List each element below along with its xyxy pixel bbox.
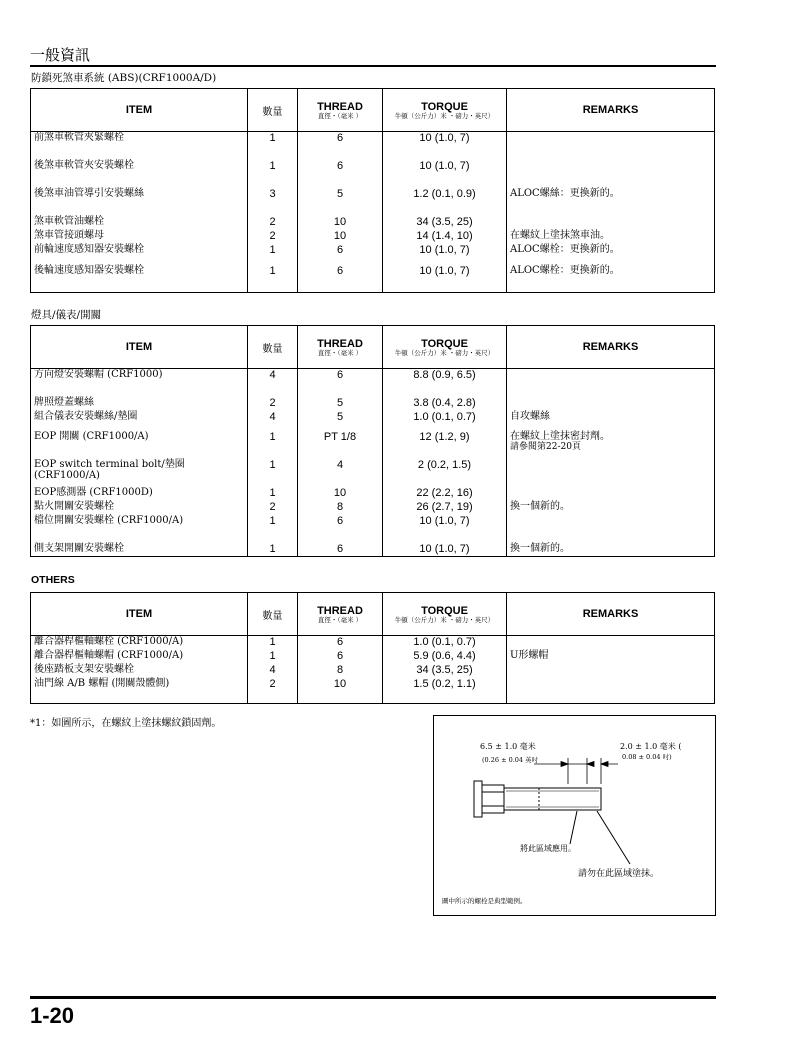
thread-cell-text: 5 bbox=[336, 396, 344, 409]
qty-cell bbox=[248, 160, 298, 188]
item-cell bbox=[31, 132, 248, 160]
qty-cell bbox=[248, 230, 298, 244]
item-cell-text: 方向燈安裝螺帽 (CRF1000) bbox=[34, 369, 163, 380]
thread-cell bbox=[298, 160, 383, 188]
qty-cell bbox=[248, 515, 298, 543]
item-cell bbox=[31, 459, 248, 487]
table-row bbox=[31, 459, 715, 487]
item-cell bbox=[31, 188, 248, 216]
qty-cell bbox=[248, 487, 298, 501]
footnote: *1：如圖所示，在螺紋上塗抹螺紋鎖固劑。 bbox=[30, 718, 222, 729]
table-row bbox=[31, 188, 715, 216]
torque-cell bbox=[383, 397, 507, 411]
torque-cell-text: 10 (1.0, 7) bbox=[419, 542, 470, 555]
footer-divider bbox=[30, 996, 716, 999]
torque-cell bbox=[383, 543, 507, 557]
torque-cell-text: 10 (1.0, 7) bbox=[419, 243, 470, 256]
qty-cell bbox=[248, 244, 298, 265]
thread-cell-text: 10 bbox=[333, 486, 347, 499]
bolt-drawing bbox=[474, 781, 601, 817]
torque-cell bbox=[383, 636, 507, 650]
remarks-cell bbox=[507, 515, 715, 543]
table-row bbox=[31, 230, 715, 244]
qty-cell bbox=[248, 459, 298, 487]
header-remarks: REMARKS bbox=[507, 326, 715, 369]
remarks-cell-text: 自攻螺絲 bbox=[510, 410, 550, 422]
item-cell-text: 檔位開關安裝螺栓 (CRF1000/A) bbox=[34, 514, 184, 526]
qty-cell bbox=[248, 397, 298, 411]
torque-cell bbox=[383, 230, 507, 244]
thread-cell-text: 4 bbox=[336, 458, 344, 471]
thread-cell-text: 6 bbox=[336, 159, 344, 172]
thread-cell bbox=[298, 487, 383, 501]
item-cell bbox=[31, 636, 248, 650]
qty-cell bbox=[248, 265, 298, 293]
thread-cell-text: 6 bbox=[336, 369, 344, 381]
header-thread: THREAD 直徑・（毫米 ） bbox=[298, 593, 383, 636]
thread-cell-text: 8 bbox=[336, 663, 344, 676]
torque-cell bbox=[383, 188, 507, 216]
qty-cell-text: 1 bbox=[269, 636, 276, 648]
header-thread: THREAD 直徑・（毫米 ） bbox=[298, 326, 383, 369]
torque-cell-text: 5.9 (0.6, 4.4) bbox=[413, 649, 476, 662]
thread-cell-text: 6 bbox=[336, 243, 344, 256]
thread-cell-text: 6 bbox=[336, 542, 344, 555]
torque-cell bbox=[383, 244, 507, 265]
torque-cell-text: 10 (1.0, 7) bbox=[419, 514, 470, 527]
remarks-cell bbox=[507, 265, 715, 293]
qty-cell-text: 1 bbox=[269, 458, 276, 471]
qty-cell bbox=[248, 188, 298, 216]
no-apply-area-label: 請勿在此區域塗抹。 bbox=[578, 869, 660, 879]
torque-cell bbox=[383, 501, 507, 515]
remarks-cell bbox=[507, 459, 715, 487]
thread-cell-text: 6 bbox=[336, 514, 344, 527]
header-torque: TORQUE 牛頓（公斤力）米 ・磅力・英尺） bbox=[383, 89, 507, 132]
torque-cell bbox=[383, 678, 507, 704]
header-divider bbox=[30, 65, 716, 67]
header-qty: 數量 bbox=[248, 593, 298, 636]
item-cell-text: 煞車軟管油螺栓 bbox=[34, 215, 104, 227]
remarks-cell-text: U形螺帽 bbox=[510, 649, 549, 661]
table-row bbox=[31, 543, 715, 557]
remarks-cell bbox=[507, 160, 715, 188]
thread-cell bbox=[298, 411, 383, 431]
torque-cell-text: 10 (1.0, 7) bbox=[419, 159, 470, 172]
remarks-cell bbox=[507, 188, 715, 216]
remarks-cell bbox=[507, 431, 715, 459]
remarks-cell bbox=[507, 244, 715, 265]
item-cell bbox=[31, 160, 248, 188]
qty-cell-text: 1 bbox=[269, 132, 276, 144]
torque-table-abs bbox=[30, 88, 715, 293]
qty-cell bbox=[248, 411, 298, 431]
item-cell bbox=[31, 678, 248, 704]
thread-cell bbox=[298, 188, 383, 216]
torque-cell bbox=[383, 650, 507, 664]
thread-cell bbox=[298, 650, 383, 664]
qty-cell-text: 1 bbox=[269, 649, 276, 662]
qty-cell-text: 4 bbox=[269, 410, 276, 423]
item-cell-text: 離合器桿樞軸螺栓 (CRF1000/A) bbox=[34, 636, 184, 647]
dimension-lines bbox=[534, 758, 618, 784]
qty-cell bbox=[248, 664, 298, 678]
leader-lines bbox=[570, 811, 630, 864]
header-torque: TORQUE 牛頓（公斤力）米 ・磅力・英尺） bbox=[383, 593, 507, 636]
torque-table-lights bbox=[30, 325, 715, 557]
header-qty: 數量 bbox=[248, 326, 298, 369]
bolt-diagram-svg bbox=[434, 716, 715, 915]
dim2-sub-text: 0.08 ± 0.04 吋) bbox=[622, 753, 672, 761]
table-row bbox=[31, 132, 715, 160]
dim1-sub-text: (0.26 ± 0.04 英吋 bbox=[482, 756, 539, 764]
item-cell-text: 離合器桿樞軸螺帽 (CRF1000/A) bbox=[34, 649, 184, 661]
item-cell-text: 後煞車油管導引安裝螺絲 bbox=[34, 187, 144, 199]
remarks-cell-text: 換一個新的。 bbox=[510, 500, 570, 512]
header-item: ITEM bbox=[31, 326, 248, 369]
torque-cell bbox=[383, 369, 507, 397]
qty-cell-text: 1 bbox=[269, 486, 276, 499]
qty-cell-text: 1 bbox=[269, 243, 276, 256]
thread-cell bbox=[298, 230, 383, 244]
table-row bbox=[31, 650, 715, 664]
thread-cell-text: 5 bbox=[336, 410, 344, 423]
qty-cell-text: 4 bbox=[269, 663, 276, 676]
item-cell-text: EOP感測器 (CRF1000D) bbox=[34, 486, 153, 498]
item-cell bbox=[31, 369, 248, 397]
table-row bbox=[31, 397, 715, 411]
torque-cell bbox=[383, 515, 507, 543]
remarks-cell-text: 在螺紋上塗抹密封劑。 bbox=[510, 430, 610, 442]
remarks-cell bbox=[507, 216, 715, 230]
item-cell-text: 後座踏板支架安裝螺栓 bbox=[34, 663, 134, 675]
torque-cell-text: 12 (1.2, 9) bbox=[419, 430, 470, 443]
torque-cell-text: 10 (1.0, 7) bbox=[419, 132, 470, 144]
torque-cell-text: 8.8 (0.9, 6.5) bbox=[413, 369, 476, 381]
thread-cell bbox=[298, 216, 383, 230]
table-row bbox=[31, 431, 715, 459]
torque-table-others bbox=[30, 592, 715, 704]
thread-cell bbox=[298, 459, 383, 487]
thread-cell bbox=[298, 515, 383, 543]
remarks-cell bbox=[507, 230, 715, 244]
torque-cell bbox=[383, 411, 507, 431]
qty-cell bbox=[248, 369, 298, 397]
remarks-cell-text-2: 請參閱第22-20頁 bbox=[510, 441, 581, 452]
item-cell bbox=[31, 265, 248, 293]
section-title-lights: 燈具/儀表/開關 bbox=[31, 309, 102, 321]
table-row bbox=[31, 216, 715, 230]
item-cell bbox=[31, 230, 248, 244]
torque-cell bbox=[383, 664, 507, 678]
thread-cell bbox=[298, 678, 383, 704]
item-cell-text: EOP switch terminal bolt/墊圈 (CRF1000/A) bbox=[34, 458, 185, 481]
item-cell-text: 點火開關安裝螺栓 bbox=[34, 500, 114, 512]
item-cell-text: 後輪速度感知器安裝螺栓 bbox=[34, 264, 144, 276]
item-cell bbox=[31, 216, 248, 230]
thread-cell bbox=[298, 664, 383, 678]
torque-cell bbox=[383, 487, 507, 501]
table-row bbox=[31, 678, 715, 704]
torque-cell-text: 34 (3.5, 25) bbox=[416, 663, 473, 676]
torque-cell bbox=[383, 160, 507, 188]
table-row bbox=[31, 515, 715, 543]
qty-cell bbox=[248, 132, 298, 160]
torque-cell-text: 1.2 (0.1, 0.9) bbox=[413, 187, 476, 200]
item-cell-text: 側支架開關安裝螺栓 bbox=[34, 542, 124, 554]
remarks-cell-text: ALOC螺栓：更換新的。 bbox=[510, 243, 620, 255]
thread-cell bbox=[298, 132, 383, 160]
item-cell-text: 煞車管接頭螺母 bbox=[34, 229, 104, 241]
torque-cell-text: 1.0 (0.1, 0.7) bbox=[413, 636, 476, 648]
thread-cell-text: 6 bbox=[336, 264, 344, 277]
thread-cell bbox=[298, 244, 383, 265]
table-row bbox=[31, 487, 715, 501]
page-number: 1-20 bbox=[30, 1003, 75, 1028]
section-title-others: OTHERS bbox=[31, 574, 75, 586]
remarks-cell-text: 在螺紋上塗抹煞車油。 bbox=[510, 229, 610, 241]
remarks-cell bbox=[507, 543, 715, 557]
header-remarks: REMARKS bbox=[507, 593, 715, 636]
table-row bbox=[31, 636, 715, 650]
remarks-cell bbox=[507, 411, 715, 431]
torque-cell bbox=[383, 216, 507, 230]
torque-cell-text: 14 (1.4, 10) bbox=[416, 229, 473, 242]
table-row bbox=[31, 160, 715, 188]
thread-cell bbox=[298, 265, 383, 293]
qty-cell bbox=[248, 650, 298, 664]
thread-cell bbox=[298, 431, 383, 459]
qty-cell-text: 1 bbox=[269, 159, 276, 172]
thread-cell-text: 10 bbox=[333, 229, 347, 242]
header-item: ITEM bbox=[31, 89, 248, 132]
thread-cell bbox=[298, 501, 383, 515]
qty-cell-text: 3 bbox=[269, 187, 276, 200]
table-row bbox=[31, 411, 715, 431]
header-torque: TORQUE 牛頓（公斤力）米 ・磅力・英尺） bbox=[383, 326, 507, 369]
remarks-cell bbox=[507, 369, 715, 397]
torque-cell-text: 26 (2.7, 19) bbox=[416, 500, 473, 513]
thread-cell-text: 6 bbox=[336, 636, 344, 648]
header-item: ITEM bbox=[31, 593, 248, 636]
thread-cell-text: 6 bbox=[336, 132, 344, 144]
torque-cell-text: 34 (3.5, 25) bbox=[416, 215, 473, 228]
item-cell bbox=[31, 244, 248, 265]
qty-cell bbox=[248, 636, 298, 650]
thread-cell bbox=[298, 369, 383, 397]
remarks-cell bbox=[507, 678, 715, 704]
qty-cell bbox=[248, 431, 298, 459]
thread-cell-text: 10 bbox=[333, 677, 347, 690]
bolt-diagram bbox=[433, 715, 716, 916]
torque-cell-text: 2 (0.2, 1.5) bbox=[417, 458, 472, 471]
remarks-cell bbox=[507, 487, 715, 501]
remarks-cell-text: ALOC螺絲：更換新的。 bbox=[510, 187, 620, 199]
remarks-cell bbox=[507, 132, 715, 160]
qty-cell-text: 2 bbox=[269, 677, 276, 690]
remarks-cell bbox=[507, 397, 715, 411]
torque-cell-text: 1.5 (0.2, 1.1) bbox=[413, 677, 476, 690]
remarks-cell bbox=[507, 636, 715, 650]
item-cell bbox=[31, 543, 248, 557]
table-row bbox=[31, 369, 715, 397]
thread-cell-text: 8 bbox=[336, 500, 344, 513]
item-cell bbox=[31, 487, 248, 501]
table-row bbox=[31, 265, 715, 293]
header-qty: 數量 bbox=[248, 89, 298, 132]
remarks-cell-text: 換一個新的。 bbox=[510, 542, 570, 554]
item-cell bbox=[31, 397, 248, 411]
item-cell bbox=[31, 411, 248, 431]
item-cell-text: 組合儀表安裝螺絲/墊圈 bbox=[34, 410, 138, 422]
item-cell-text: EOP 開關 (CRF1000/A) bbox=[34, 430, 149, 442]
qty-cell-text: 4 bbox=[269, 369, 276, 381]
torque-cell bbox=[383, 265, 507, 293]
dim1-text: 6.5 ± 1.0 毫米 bbox=[480, 742, 536, 751]
torque-cell-text: 22 (2.2, 16) bbox=[416, 486, 473, 499]
torque-cell bbox=[383, 459, 507, 487]
remarks-cell bbox=[507, 501, 715, 515]
item-cell bbox=[31, 664, 248, 678]
remarks-cell bbox=[507, 650, 715, 664]
item-cell-text: 前煞車軟管夾緊螺栓 bbox=[34, 132, 124, 143]
qty-cell-text: 1 bbox=[269, 430, 276, 443]
remarks-cell-text: ALOC螺栓：更換新的。 bbox=[510, 264, 620, 276]
remarks-cell bbox=[507, 664, 715, 678]
qty-cell bbox=[248, 543, 298, 557]
qty-cell-text: 2 bbox=[269, 215, 276, 228]
thread-cell-text: 6 bbox=[336, 649, 344, 662]
thread-cell bbox=[298, 397, 383, 411]
qty-cell-text: 2 bbox=[269, 229, 276, 242]
qty-cell-text: 1 bbox=[269, 542, 276, 555]
torque-cell bbox=[383, 431, 507, 459]
thread-cell bbox=[298, 543, 383, 557]
qty-cell-text: 2 bbox=[269, 500, 276, 513]
qty-cell-text: 1 bbox=[269, 264, 276, 277]
qty-cell-text: 2 bbox=[269, 396, 276, 409]
qty-cell bbox=[248, 216, 298, 230]
item-cell bbox=[31, 501, 248, 515]
item-cell-text: 油門線 A/B 螺帽 (開關殼體側) bbox=[34, 677, 170, 689]
table-row bbox=[31, 501, 715, 515]
thread-cell-text: 5 bbox=[336, 187, 344, 200]
section-title-abs: 防鎖死煞車系統 (ABS)(CRF1000A/D) bbox=[31, 72, 217, 84]
thread-cell-text: 10 bbox=[333, 215, 347, 228]
thread-cell-text: PT 1/8 bbox=[323, 430, 357, 443]
item-cell-text: 前輪速度感知器安裝螺栓 bbox=[34, 243, 144, 255]
item-cell-text: 後煞車軟管夾安裝螺栓 bbox=[34, 159, 134, 171]
dim2-text: 2.0 ± 1.0 毫米 ( bbox=[620, 742, 682, 751]
thread-cell bbox=[298, 636, 383, 650]
torque-cell bbox=[383, 132, 507, 160]
diagram-caption: 圖中所示的螺栓是典型範例。 bbox=[442, 897, 527, 905]
header-remarks: REMARKS bbox=[507, 89, 715, 132]
apply-area-label: 將此區域應用。 bbox=[520, 844, 576, 853]
torque-cell-text: 1.0 (0.1, 0.7) bbox=[413, 410, 476, 423]
header-thread: THREAD 直徑・（毫米 ） bbox=[298, 89, 383, 132]
table-row bbox=[31, 244, 715, 265]
qty-cell bbox=[248, 501, 298, 515]
table-row bbox=[31, 664, 715, 678]
item-cell bbox=[31, 515, 248, 543]
torque-cell-text: 3.8 (0.4, 2.8) bbox=[413, 396, 476, 409]
item-cell bbox=[31, 650, 248, 664]
item-cell-text: 牌照燈蓋螺絲 bbox=[34, 396, 94, 408]
torque-cell-text: 10 (1.0, 7) bbox=[419, 264, 470, 277]
qty-cell-text: 1 bbox=[269, 514, 276, 527]
qty-cell bbox=[248, 678, 298, 704]
item-cell bbox=[31, 431, 248, 459]
page-title: 一般資訊 bbox=[30, 46, 91, 64]
